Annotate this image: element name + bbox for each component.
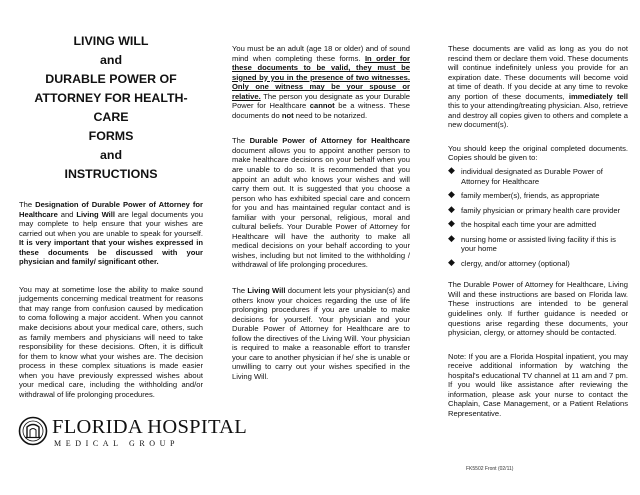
diamond-bullet-icon: ◆ — [448, 203, 455, 214]
dpoa-paragraph: The Durable Power of Attorney for Healthcare document allows you to appoint another person to make healthcare decisions on your behalf when you are unable to do so. It is recommended that you appoint an adult who knows your wishes and will carry them out. It is suggested that you choose a person who has exhibited special care and concern for you and has maintained regular contact and is familiar with your personal, religious, moral and cultural beliefs. Your Durable Power of Attorney for Healthcare will have the authority to make all medical decisions on your behalf according to your wishes, including but not limited to the withholding / withdrawal of life prolonging procedures. — [232, 136, 411, 270]
florida-hospital-logo — [18, 416, 248, 452]
florida-hospital-mark-icon — [18, 416, 48, 446]
living-will-paragraph: The Living Will document lets your physician(s) and others know your choices regarding the use of life prolonging procedures if you are unable to make decisions for yourself. Your physician and your Durable Power of Attorney for Healthcare are to follow the directives of the Living Will. Your physician is required to make a reasonable effort to transfer your care to another physician if he/ she is unable or unwilling to carry out your wishes specified in the Living Will. — [232, 286, 410, 381]
column-right — [448, 44, 628, 419]
intro-paragraph: The Designation of Durable Power of Attorney for Healthcare and Living Will are legal documents you may complete to help ensure that your wishes are carried out when you are unable to speak for yourself. It is very important that your wishes expressed in these documents be discussed with your physician and family/ significant other. — [19, 200, 203, 267]
list-item: ◆ family member(s), friends, as appropriate — [448, 189, 600, 201]
list-item: ◆ clergy, and/or attorney (optional) — [448, 256, 570, 268]
logo-subtitle: MEDICAL GROUP — [54, 439, 180, 448]
title-line: ATTORNEY FOR HEALTH- — [34, 91, 188, 105]
logo-name: FLORIDA HOSPITAL — [52, 416, 248, 438]
title-line: CARE — [93, 110, 129, 124]
copies-list — [448, 167, 628, 268]
title-line: FORMS — [88, 129, 134, 143]
validity-paragraph: These documents are valid as long as you do not rescind them or declare them void. These documents will continue indefinitely unless you provide for an expiration date. These documents will become void at time of death. If you decide at any time to revoke any portion of these documents, immediately tell this to your attending/treating physician. Also, retrieve and destroy all copies given to others and complete a new document(s). — [448, 44, 628, 130]
requirements-paragraph: You must be an adult (age 18 or older) and of sound mind when completing these forms. In order for these documents to be valid, they must be signed by you in the presence of two witnesses. Only one witness may be your spouse or relative. The person you designate as your Durable Power for Healthcare cannot be a witness. These documents do not need to be notarized. — [232, 44, 410, 120]
diamond-bullet-icon: ◆ — [448, 165, 455, 176]
list-item: ◆ individual designated as Durable Power of Attorney for Healthcare — [448, 165, 603, 186]
list-item: ◆ family physician or primary health care provider — [448, 203, 621, 215]
florida-law-paragraph: The Durable Power of Attorney for Healthcare, Living Will and these instructions are based on Florida law. These instructions are intended to be general guidelines only. If further guidance is needed or questions arise regarding these documents, your physician, clergy, or attorney should be contacted. — [448, 280, 628, 338]
title-line: LIVING WILL — [73, 34, 149, 48]
list-item: ◆ nursing home or assisted living facility if this is your home — [448, 232, 616, 254]
diamond-bullet-icon: ◆ — [448, 189, 455, 200]
title-line: INSTRUCTIONS — [64, 167, 158, 181]
column-left — [19, 0, 203, 399]
diamond-bullet-icon: ◆ — [448, 218, 455, 229]
diamond-bullet-icon: ◆ — [448, 232, 455, 243]
title-line: and — [99, 53, 123, 67]
diamond-bullet-icon: ◆ — [448, 256, 455, 267]
decision-paragraph: You may at sometime lose the ability to make sound judgements concerning medical treatment for reasons that may range from confusion caused by medication to coma following a major accident. When you cannot make decisions about your medical care, others, such as family members and physicians will need to take responsibility for these decisions. Often, it is difficult for them to know what your wishes are. The decision process in these complex situations is made easier when you have previously expressed wishes about your medical care, including the withholding and/or withdrawal of life prolonging procedures. — [19, 284, 203, 399]
form-code: FK5502 Front (02/11) — [466, 466, 514, 472]
copies-paragraph: You should keep the original completed documents. Copies should be given to: — [448, 143, 628, 163]
page-title — [19, 32, 203, 184]
list-item: ◆ the hospital each time your are admitted — [448, 218, 597, 230]
title-line: and — [99, 148, 123, 162]
title-line: DURABLE POWER OF — [45, 72, 177, 86]
column-middle — [232, 44, 410, 382]
note-paragraph: Note: If you are a Florida Hospital inpatient, you may receive additional information by watching the hospital's educational TV channel at 11 am and 7 pm. If you would like assistance after reviewing the information, please ask your nurse to contact the Chaplain, Case Management, or a Patient Relations Representative. — [448, 351, 628, 418]
